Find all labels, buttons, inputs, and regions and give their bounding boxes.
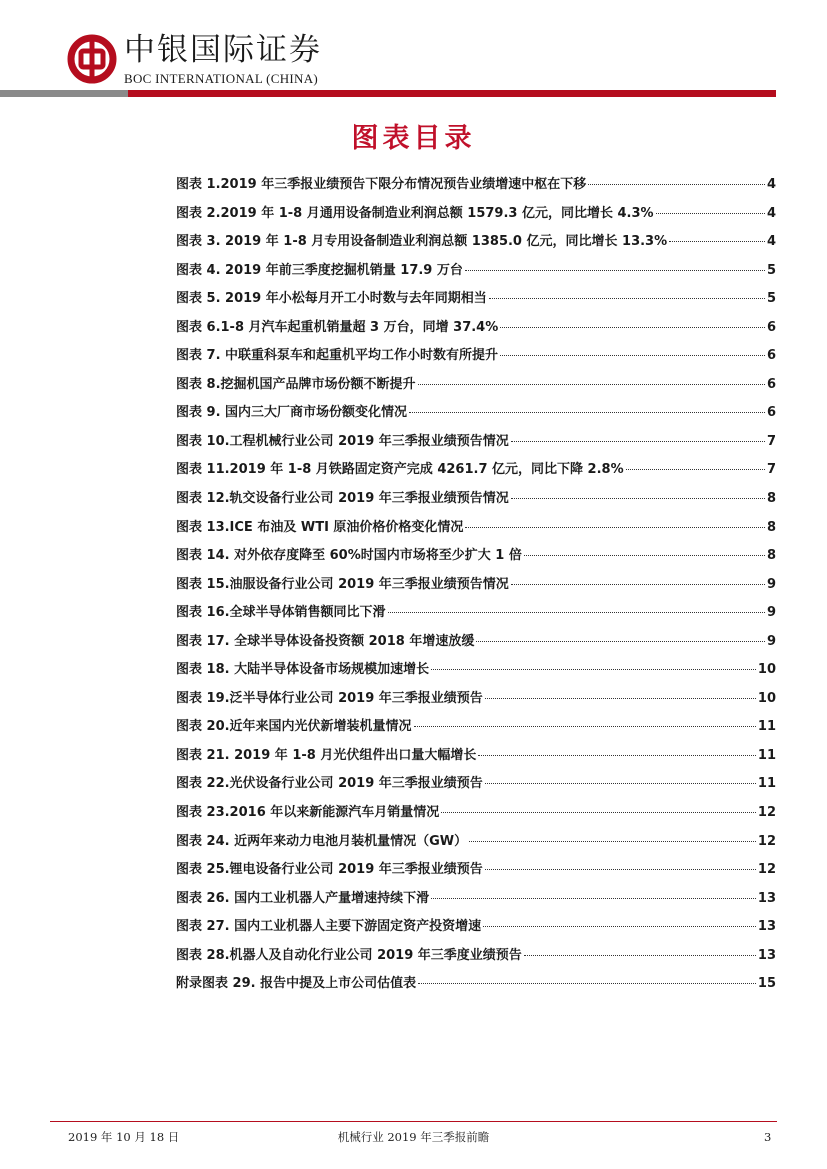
header-rule [0,90,776,97]
toc-entry-page: 8 [766,548,776,564]
page-number: 3 [764,1130,772,1144]
toc-leader-dots [511,441,765,442]
toc-entry-page: 12 [757,862,776,878]
toc-leader-dots [511,584,765,585]
toc-entry-page: 11 [757,719,776,735]
page-title: 图表目录 [351,123,476,154]
toc-entry[interactable] [176,632,776,661]
toc-entry-label: 图表 18. 大陆半导体设备市场规模加速增长 [176,662,430,678]
toc-entry-label: 图表 10.工程机械行业公司 2019 年三季报业绩预告情况 [176,433,509,449]
toc-leader-dots [476,641,765,642]
toc-leader-dots [465,270,765,271]
toc-leader-dots [669,241,765,242]
toc-entry-label: 图表 11.2019 年 1-8 月铁路固定资产完成 4261.7 亿元，同比下降 2.8% [176,462,624,478]
toc-entry[interactable] [176,204,776,233]
toc-leader-dots [409,412,765,413]
toc-leader-dots [485,869,756,870]
toc-leader-dots [626,469,765,470]
toc-entry-page: 10 [757,690,776,706]
toc-entry[interactable] [176,803,776,832]
toc-leader-dots [388,612,765,613]
toc-entry-label: 图表 5. 2019 年小松每月开工小时数与去年同期相当 [176,291,487,307]
toc-entry-label: 图表 14. 对外依存度降至 60%时国内市场将至少扩大 1 倍 [176,548,522,564]
toc-entry-label: 图表 28.机器人及自动化行业公司 2019 年三季度业绩预告 [176,947,522,963]
footer-report-title: 机械行业 2019 年三季报前瞻 [337,1130,490,1144]
toc-entry[interactable] [176,832,776,861]
toc-entry-label: 图表 8.挖掘机国产品牌市场份额不断提升 [176,376,416,392]
toc-entry-label: 图表 19.泛半导体行业公司 2019 年三季报业绩预告 [176,690,483,706]
toc-entry-label: 图表 27. 国内工业机器人主要下游固定资产投资增速 [176,919,482,935]
toc-entry-page: 13 [757,947,776,963]
toc-entry-page: 7 [766,433,776,449]
toc-entry-label: 图表 21. 2019 年 1-8 月光伏组件出口量大幅增长 [176,747,477,763]
toc-entry[interactable] [176,774,776,803]
toc-entry-page: 13 [757,919,776,935]
toc-list [176,175,776,1003]
toc-leader-dots [418,983,756,984]
toc-entry-label: 图表 2.2019 年 1-8 月通用设备制造业利润总额 1579.3 亿元，同比增长 4.3% [176,205,654,221]
toc-entry-label: 图表 22.光伏设备行业公司 2019 年三季报业绩预告 [176,776,483,792]
toc-entry-page: 8 [766,491,776,507]
toc-entry-label: 图表 4. 2019 年前三季度挖掘机销量 17.9 万台 [176,262,463,278]
toc-entry[interactable] [176,917,776,946]
toc-entry[interactable] [176,403,776,432]
toc-leader-dots [500,327,765,328]
toc-entry[interactable] [176,689,776,718]
toc-entry-page: 11 [757,747,776,763]
toc-entry-label: 图表 7. 中联重科泵车和起重机平均工作小时数有所提升 [176,348,499,364]
toc-entry-label: 图表 6.1-8 月汽车起重机销量超 3 万台，同增 37.4% [176,319,499,335]
toc-entry[interactable] [176,232,776,261]
toc-entry[interactable] [176,175,776,204]
toc-entry[interactable] [176,746,776,775]
toc-entry[interactable] [176,974,776,1003]
toc-leader-dots [524,955,756,956]
brand-name-en: BOC INTERNATIONAL (CHINA) [124,71,319,86]
brand-name-cn: 中银国际证券 [124,32,322,68]
toc-entry-label: 图表 25.锂电设备行业公司 2019 年三季报业绩预告 [176,862,483,878]
toc-leader-dots [465,527,765,528]
toc-leader-dots [469,841,756,842]
toc-entry-page: 4 [766,177,776,192]
toc-entry[interactable] [176,460,776,489]
toc-entry-page: 6 [766,348,776,364]
toc-entry-label: 图表 3. 2019 年 1-8 月专用设备制造业利润总额 1385.0 亿元，同比增长 13.3% [176,234,668,250]
toc-entry-page: 6 [766,319,776,335]
toc-entry-label: 图表 13.ICE 布油及 WTI 原油价格价格变化情况 [176,519,464,535]
toc-leader-dots [441,812,756,813]
toc-entry-page: 4 [766,234,776,250]
footer-date: 2019 年 10 月 18 日 [68,1130,180,1144]
toc-entry-page: 7 [766,462,776,478]
toc-leader-dots [485,698,756,699]
toc-leader-dots [483,926,756,927]
toc-entry[interactable] [176,603,776,632]
toc-leader-dots [511,498,765,499]
toc-entry-label: 图表 20.近年来国内光伏新增装机量情况 [176,719,412,735]
toc-entry[interactable] [176,261,776,290]
toc-leader-dots [656,213,765,214]
header-rule-grey [0,90,128,97]
toc-leader-dots [485,783,756,784]
toc-leader-dots [478,755,756,756]
toc-entry[interactable] [176,289,776,318]
toc-entry-label: 图表 16.全球半导体销售额同比下滑 [176,605,386,621]
toc-entry[interactable] [176,489,776,518]
toc-entry-label: 图表 26. 国内工业机器人产量增速持续下滑 [176,890,430,906]
toc-entry-page: 6 [766,405,776,421]
toc-entry[interactable] [176,518,776,547]
toc-entry-page: 13 [757,890,776,906]
toc-entry[interactable] [176,546,776,575]
toc-entry-page: 9 [766,576,776,592]
toc-entry-label: 图表 9. 国内三大厂商市场份额变化情况 [176,405,408,421]
boc-logo-icon [66,33,118,85]
toc-entry[interactable] [176,375,776,404]
toc-entry-page: 8 [766,519,776,535]
toc-entry[interactable] [176,717,776,746]
toc-entry-page: 5 [766,291,776,307]
toc-leader-dots [489,298,765,299]
toc-entry[interactable] [176,575,776,604]
toc-entry-label: 图表 15.油服设备行业公司 2019 年三季报业绩预告情况 [176,576,509,592]
toc-leader-dots [500,355,765,356]
toc-leader-dots [588,184,765,185]
toc-entry[interactable] [176,889,776,918]
toc-entry-page: 9 [766,633,776,649]
toc-entry-label: 图表 23.2016 年以来新能源汽车月销量情况 [176,805,440,821]
toc-entry[interactable] [176,346,776,375]
header-rule-red [128,90,776,97]
toc-entry-page: 15 [757,976,776,992]
toc-entry-page: 9 [766,605,776,621]
toc-entry-page: 11 [757,776,776,792]
toc-entry[interactable] [176,432,776,461]
toc-entry-label: 附录图表 29. 报告中提及上市公司估值表 [176,976,417,992]
toc-entry[interactable] [176,318,776,347]
toc-entry-label: 图表 1.2019 年三季报业绩预告下限分布情况预告业绩增速中枢在下移 [176,177,587,192]
toc-entry[interactable] [176,660,776,689]
toc-entry-label: 图表 17. 全球半导体设备投资额 2018 年增速放缓 [176,633,475,649]
toc-entry[interactable] [176,946,776,975]
toc-leader-dots [414,726,756,727]
toc-entry-label: 图表 24. 近两年来动力电池月装机量情况（GW） [176,833,468,849]
toc-leader-dots [431,898,756,899]
footer-rule [50,1121,777,1122]
toc-entry-page: 4 [766,205,776,221]
toc-leader-dots [418,384,765,385]
toc-entry-page: 6 [766,376,776,392]
toc-entry-page: 10 [757,662,776,678]
toc-entry-page: 12 [757,805,776,821]
toc-leader-dots [524,555,765,556]
toc-entry[interactable] [176,860,776,889]
toc-leader-dots [431,669,756,670]
toc-entry-page: 5 [766,262,776,278]
toc-entry-label: 图表 12.轨交设备行业公司 2019 年三季报业绩预告情况 [176,491,509,507]
toc-entry-page: 12 [757,833,776,849]
